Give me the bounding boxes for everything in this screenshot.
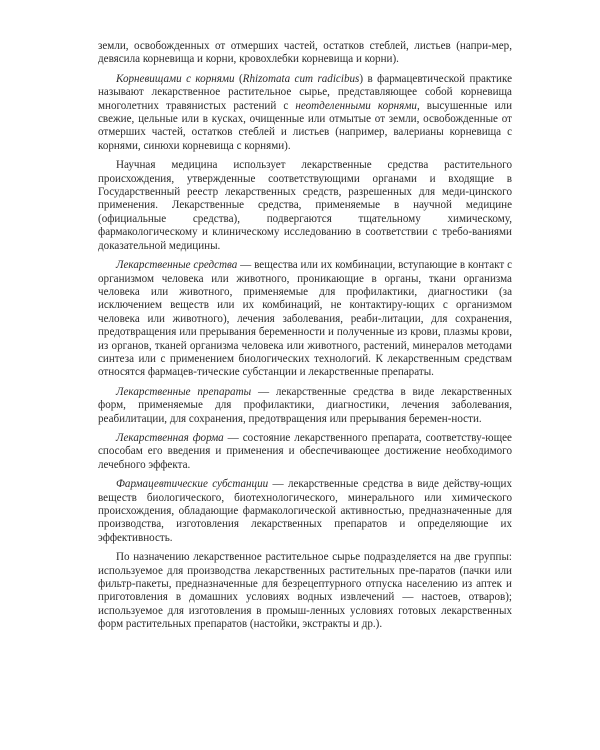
term-undetached-roots: неотделенными корнями <box>295 99 417 112</box>
paragraph-text: — вещества или их комбинации, вступающие в контакт с организмом человека или животного, проникающие в органы, ткани организма человека или животного, применяемые для профилактики, диагностики (за исключением веществ или их комбинаций, не контактиру-ющих с организмом человека или животного), лечения заболевания, реаби-литации, для сохранения, предотвращения или прерывания беременности и полученные из крови, плазмы крови, из органов, тканей организма человека или животного, растений, минералов методами синтеза или с применением биологических технологий. К лекарственным средствам относятся фармацев-тические субстанции и лекарственные препараты. <box>98 259 512 379</box>
paragraph-scientific-medicine <box>98 159 512 253</box>
term-pharmaceutical-substances: Фармацевтические субстанции <box>116 478 269 491</box>
latin-term: Rhizomata cum radicibus <box>242 72 360 85</box>
paragraph-text: земли, освобожденных от отмерших частей, остатков стеблей, листьев (напри-мер, девясила корневища и корни, кровохлебки корневища и корни). <box>98 40 512 66</box>
term-medicinal-preparations: Лекарственные препараты <box>116 385 252 398</box>
paragraph-text: Научная медицина использует лекарственные средства растительного происхождения, утвержденные соответствующими органами и входящие в Государственный реестр лекарственных средств, разрешенных для меди-цинского применения. Лекарственные средства, применяемые в научной медицине (официальные средства), подвергаются тщательному химическому, фармакологическому и клиническому исследованию в соответствии с требо-ваниями доказательной медицины. <box>98 159 512 252</box>
paragraph-continuation <box>98 40 512 67</box>
term-dosage-form: Лекарственная форма <box>116 431 224 444</box>
paragraph-text: По назначению лекарственное растительное сырье подразделяется на две группы: используемое для производства лекарственных растительных пре-паратов (пачки или фильтр-пакеты, предназначенные для безрецептурного отпуска населению из аптек и приготовления в домашних условиях водных извлечений — настоев, отваров); используемое для изготовления в промыш-ленных условиях готовых лекарственных форм растительных препаратов (настойки, экстракты и др.). <box>98 551 512 631</box>
paragraph-medicinal-products <box>98 259 512 380</box>
paragraph-text: — состояние лекарственного препарата, соответству-ющее способам его введения и применения и обеспечивающее достижение необходимого лечебного эффекта. <box>98 431 512 471</box>
paragraph-text: — лекарственные средства в виде действу-ющих веществ биологического, биотехнологического, минерального или химического происхождения, обладающие фармакологической активностью, предназначенные для производства, изготовления лекарственных препаратов и определяющие их эффективность. <box>98 478 512 544</box>
paragraph-dosage-form <box>98 432 512 472</box>
paragraph-medicinal-preparations <box>98 386 512 426</box>
paragraph-pharmaceutical-substances <box>98 478 512 545</box>
term-medicinal-products: Лекарственные средства <box>116 259 238 272</box>
paragraph-rhizomes-with-roots <box>98 73 512 153</box>
paragraph-text: , высушенные или свежие, цельные или в кусках, очищенные или отмытые от земли, освобожденные от отмерших частей, остатков стеблей и листьев (например, валерианы корневища с корнями, синюхи корневища с корнями). <box>98 99 512 152</box>
paragraph-text: ( <box>234 72 243 85</box>
paragraph-text: — лекарственные средства в виде лекарственных форм, применяемые для профилактики, диагностики, лечения заболевания, реабилитации, для сохранения, предотвращения или прерывания беремен-ности. <box>98 385 512 425</box>
document-page <box>98 40 512 638</box>
paragraph-raw-material-groups <box>98 551 512 631</box>
term-rhizomes-with-roots: Корневищами с корнями <box>116 72 235 85</box>
paragraph-text: ) в фармацевтической практике называют лекарственное растительное сырье, представляющее собой корневища многолетних травянистых растений с <box>98 72 512 112</box>
